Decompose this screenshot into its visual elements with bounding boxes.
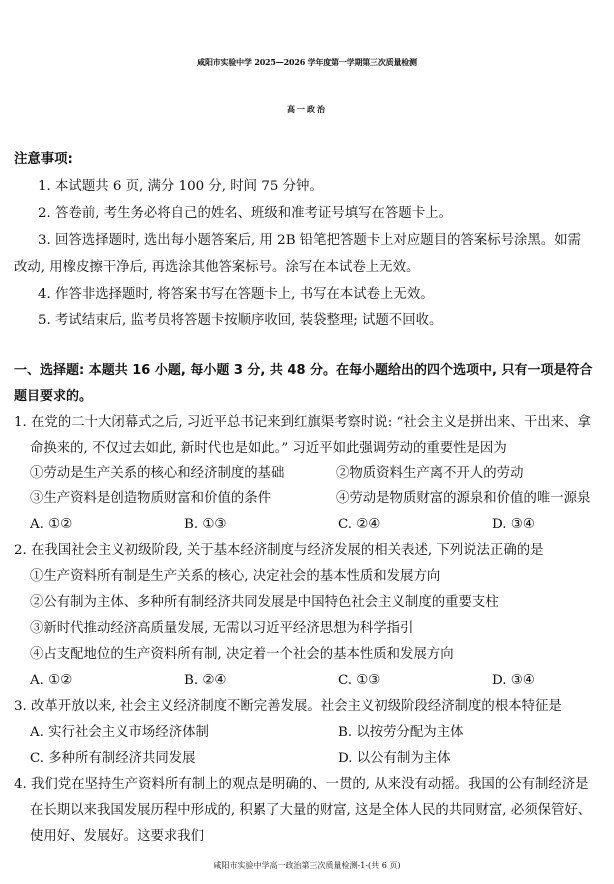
option-c: C. ①③ [338, 673, 381, 688]
notice-item: 4. 作答非选择题时, 将答案书写在答题卡上, 书写在本试卷上无效。 [38, 287, 434, 302]
option-a: A. ①② [30, 517, 73, 532]
question-stem: 3. 改革开放以来, 社会主义经济制度不断完善发展。社会主义初级阶段经济制度的根本特征是 [14, 699, 562, 714]
option-d: D. ③④ [492, 673, 535, 688]
notice-heading: 注意事项: [14, 152, 73, 167]
option-b: B. 以按劳分配为主体 [338, 725, 464, 740]
option-c: C. 多种所有制经济共同发展 [30, 751, 196, 766]
question-stem: 在长期以来我国发展历程中形成的, 积累了大量的财富, 这是全体人民的共同财富, 必须保管好、 [30, 803, 592, 818]
option-d: D. 以公有制为主体 [338, 751, 451, 766]
section-heading: 题目要求的。 [14, 389, 93, 404]
statement: ④占支配地位的生产资料所有制, 决定着一个社会的基本性质和发展方向 [30, 647, 454, 662]
section-heading: 一、选择题: 本题共 16 小题, 每小题 3 分, 共 48 分。在每小题给出的四个选项中, 只有一项是符合 [14, 363, 593, 378]
option-a: A. ①② [30, 673, 73, 688]
option-b: B. ②④ [184, 673, 227, 688]
exam-title: 咸阳市实验中学 2025—2026 学年度第一学期第三次质量检测 [197, 57, 417, 67]
option-a: A. 实行社会主义市场经济体制 [30, 725, 209, 740]
option-c: C. ②④ [338, 517, 381, 532]
notice-item: 5. 考试结束后, 监考员将答题卡按顺序收回, 装袋整理; 试题不回收。 [38, 313, 443, 328]
statement: ②公有制为主体、多种所有制经济共同发展是中国特色社会主义制度的重要支柱 [30, 595, 499, 610]
subject-title: 高一政治 [287, 105, 327, 114]
notice-item: 1. 本试题共 6 页, 满分 100 分, 时间 75 分钟。 [38, 179, 323, 194]
question-stem: 2. 在我国社会主义初级阶段, 关于基本经济制度与经济发展的相关表述, 下列说法正确的是 [14, 543, 544, 558]
statement: ③生产资料是创造物质财富和价值的条件 [30, 491, 272, 506]
notice-item: 改动, 用橡皮擦干净后, 再选涂其他答案标号。涂写在本试卷上无效。 [14, 260, 420, 275]
statement: ①劳动是生产关系的核心和经济制度的基础 [30, 466, 285, 481]
page-footer: 咸阳市实验中学高一政治第三次质量检测-1-(共 6 页) [213, 861, 401, 870]
statement: ③新时代推动经济高质量发展, 无需以习近平经济思想为科学指引 [30, 621, 414, 636]
question-stem: 4. 我们党在坚持生产资料所有制上的观点是明确的、一贯的, 从来没有动摇。我国的公有制经济是 [14, 777, 589, 792]
notice-item: 2. 答卷前, 考生务必将自己的姓名、班级和准考证号填写在答题卡上。 [38, 206, 452, 221]
option-d: D. ③④ [492, 517, 535, 532]
notice-item: 3. 回答选择题时, 选出每小题答案后, 用 2B 铅笔把答题卡上对应题目的答案标号涂黑。如需 [38, 233, 581, 248]
statement: ①生产资料所有制是生产关系的核心, 决定社会的基本性质和发展方向 [30, 569, 441, 584]
statement: ②物质资料生产离不开人的劳动 [336, 466, 524, 481]
question-stem: 1. 在党的二十大闭幕式之后, 习近平总书记来到红旗渠考察时说: “社会主义是拼出来、干出来、拿 [14, 415, 591, 430]
option-b: B. ①③ [184, 517, 227, 532]
statement: ④劳动是物质财富的源泉和价值的唯一源泉 [336, 491, 591, 506]
question-stem: 命换来的, 不仅过去如此, 新时代也是如此。” 习近平如此强调劳动的重要性是因为 [30, 441, 507, 456]
question-stem: 使用好、发展好。这要求我们 [30, 829, 205, 844]
